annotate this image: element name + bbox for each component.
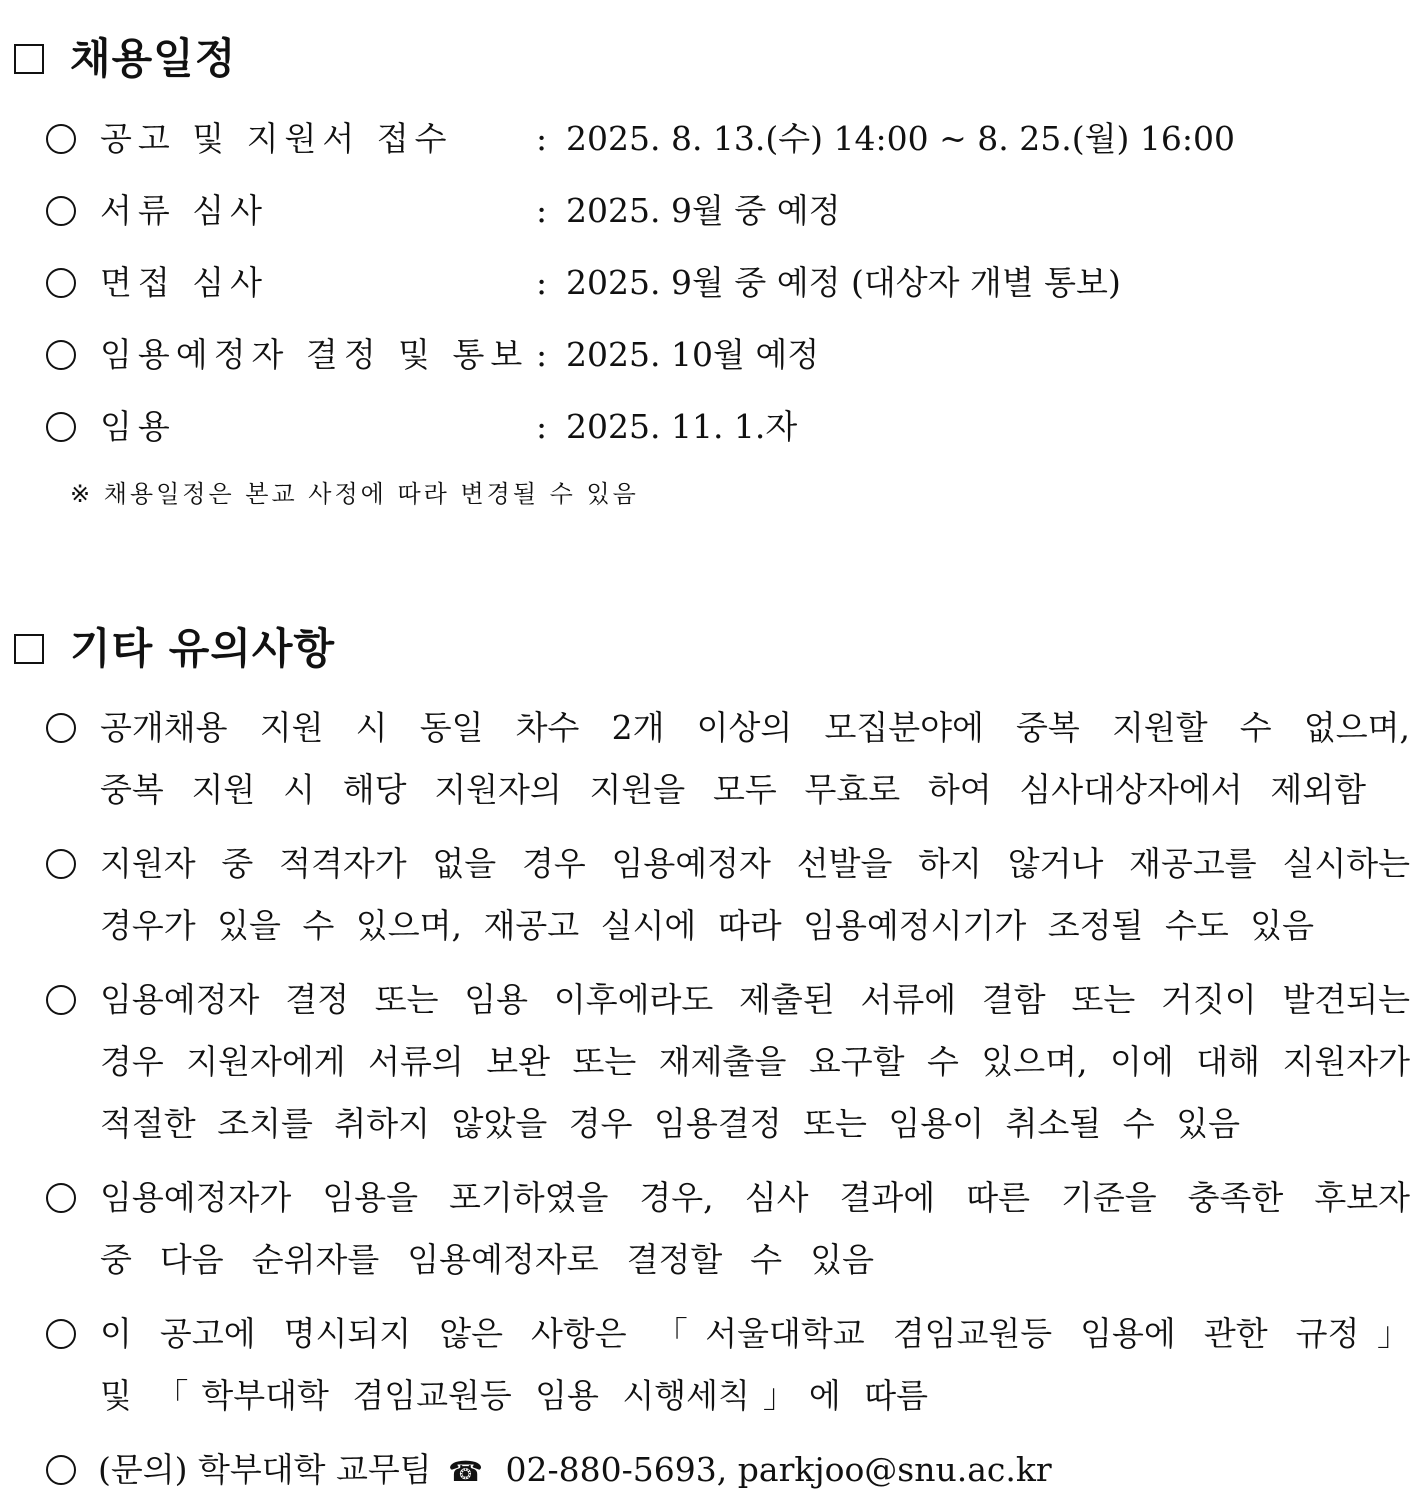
square-bullet-icon xyxy=(14,44,44,74)
circle-bullet-icon xyxy=(46,1455,76,1485)
circle-bullet-icon xyxy=(46,1183,76,1213)
notes-title: 기타 유의사항 xyxy=(70,624,336,673)
schedule-label: 공고 및 지원서 접수 xyxy=(100,119,453,158)
schedule-heading xyxy=(14,34,237,83)
circle-bullet-icon xyxy=(46,268,76,298)
circle-bullet-icon xyxy=(46,340,76,370)
note-item-line: 및 「학부대학 겸임교원등 임용 시행세칙」에 따름 xyxy=(100,1376,928,1415)
note-item-line: 중 다음 순위자를 임용예정자로 결정할 수 있음 xyxy=(100,1240,874,1279)
schedule-label: 임용예정자 결정 및 통보 xyxy=(100,335,529,374)
schedule-separator: : xyxy=(536,263,548,302)
schedule-separator: : xyxy=(536,191,548,230)
contact-details: 02-880-5693, parkjoo@snu.ac.kr xyxy=(505,1450,1052,1489)
notes-heading xyxy=(14,624,336,673)
contact-prefix: (문의) 학부대학 교무팀 xyxy=(98,1450,432,1489)
circle-bullet-icon xyxy=(46,985,76,1015)
circle-bullet-icon xyxy=(46,196,76,226)
note-item-line: 임용예정자 결정 또는 임용 이후에라도 제출된 서류에 결함 또는 거짓이 발견되는 xyxy=(100,980,1410,1019)
circle-bullet-icon xyxy=(46,713,76,743)
square-bullet-icon xyxy=(14,634,44,664)
schedule-value: 2025. 11. 1.자 xyxy=(566,407,798,446)
schedule-label: 면접 심사 xyxy=(100,263,269,302)
telephone-icon: ☎ xyxy=(448,1455,484,1488)
schedule-value: 2025. 9월 중 예정 xyxy=(566,191,841,230)
schedule-separator: : xyxy=(536,407,548,446)
note-item-line: 공개채용 지원 시 동일 차수 2개 이상의 모집분야에 중복 지원할 수 없으며, xyxy=(100,708,1410,747)
schedule-label: 서류 심사 xyxy=(100,191,269,230)
contact-line xyxy=(98,1450,1052,1489)
schedule-value: 2025. 10월 예정 xyxy=(566,335,820,374)
circle-bullet-icon xyxy=(46,849,76,879)
schedule-note: ※ 채용일정은 본교 사정에 따라 변경될 수 있음 xyxy=(70,480,639,508)
circle-bullet-icon xyxy=(46,124,76,154)
schedule-separator: : xyxy=(536,119,548,158)
schedule-value: 2025. 9월 중 예정 (대상자 개별 통보) xyxy=(566,263,1121,302)
circle-bullet-icon xyxy=(46,412,76,442)
schedule-title: 채용일정 xyxy=(70,34,237,83)
note-item-line: 경우 지원자에게 서류의 보완 또는 재제출을 요구할 수 있으며, 이에 대해 지원자가 xyxy=(100,1042,1410,1081)
schedule-label: 임용 xyxy=(100,407,176,446)
circle-bullet-icon xyxy=(46,1319,76,1349)
note-item-line: 이 공고에 명시되지 않은 사항은 「서울대학교 겸임교원등 임용에 관한 규정」 xyxy=(100,1314,1410,1353)
note-item-line: 적절한 조치를 취하지 않았을 경우 임용결정 또는 임용이 취소될 수 있음 xyxy=(100,1104,1240,1143)
schedule-separator: : xyxy=(536,335,548,374)
note-item-line: 지원자 중 적격자가 없을 경우 임용예정자 선발을 하지 않거나 재공고를 실시하는 xyxy=(100,844,1410,883)
schedule-value: 2025. 8. 13.(수) 14:00 ~ 8. 25.(월) 16:00 xyxy=(566,119,1235,158)
note-item-line: 경우가 있을 수 있으며, 재공고 실시에 따라 임용예정시기가 조정될 수도 있음 xyxy=(100,906,1314,945)
note-item-line: 중복 지원 시 해당 지원자의 지원을 모두 무효로 하여 심사대상자에서 제외함 xyxy=(100,770,1366,809)
note-item-line: 임용예정자가 임용을 포기하였을 경우, 심사 결과에 따른 기준을 충족한 후보자 xyxy=(100,1178,1410,1217)
